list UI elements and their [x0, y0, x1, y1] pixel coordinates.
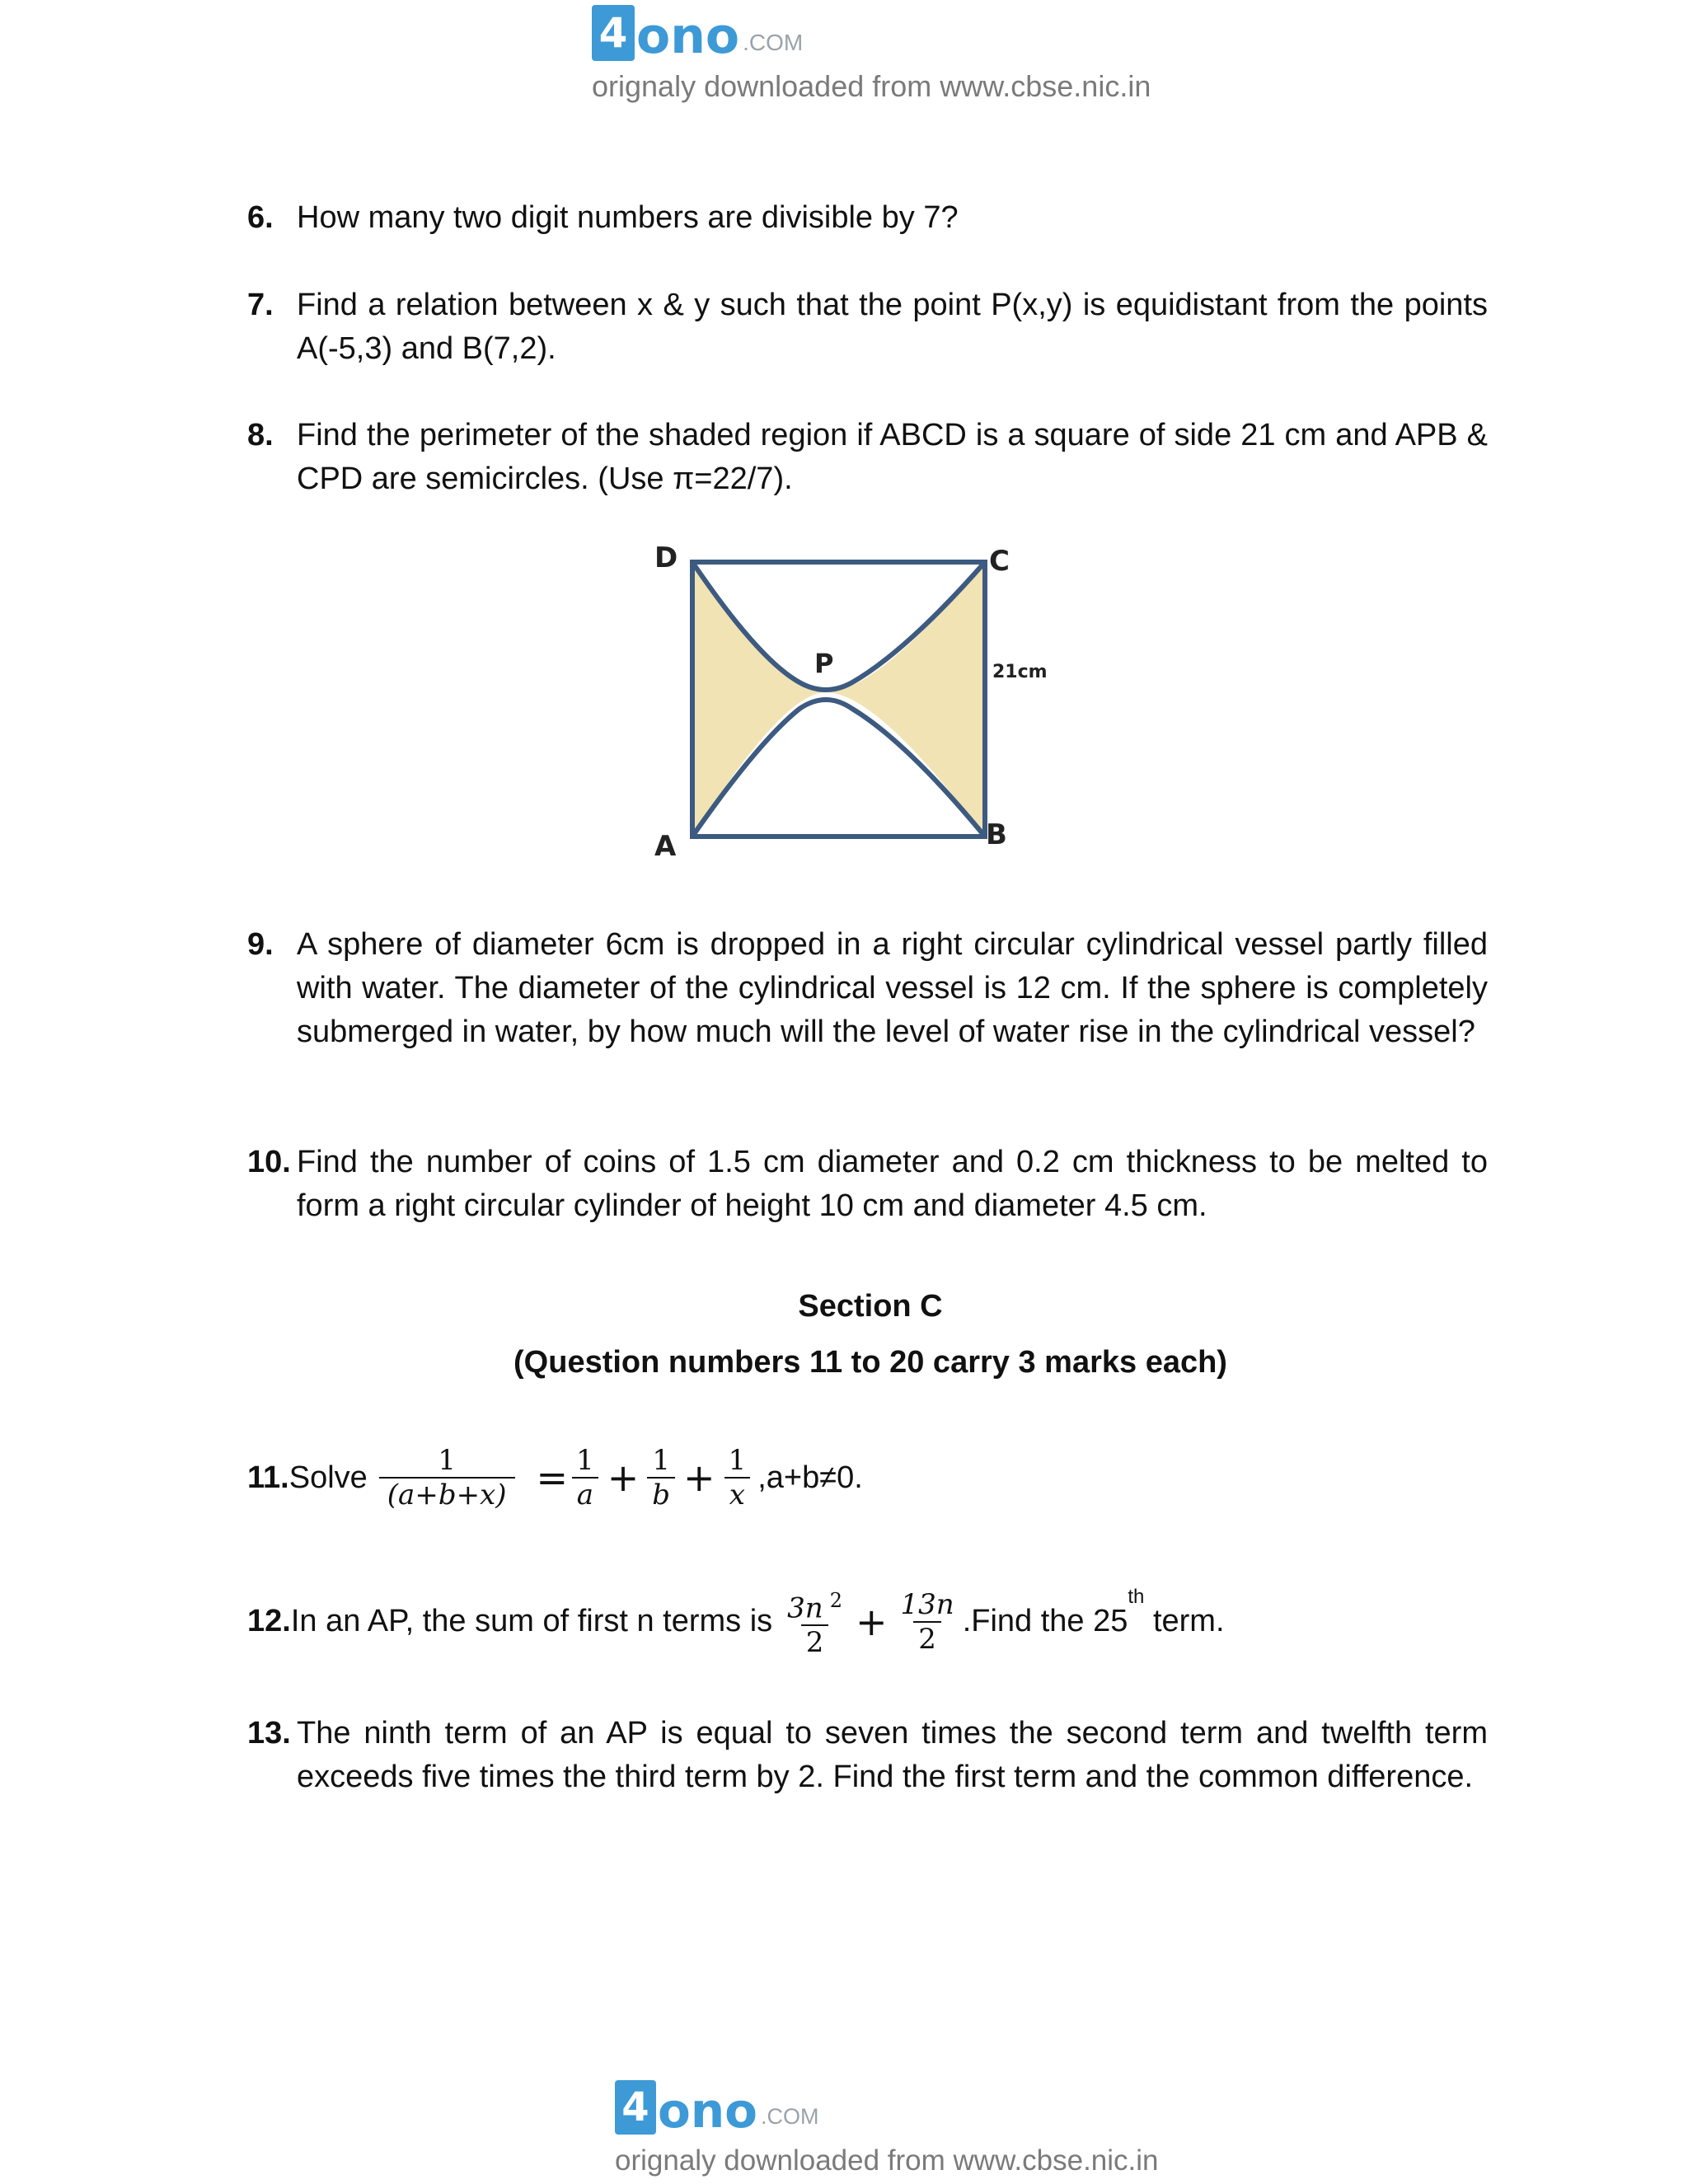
q11-lhs-num: 1 [438, 1444, 456, 1477]
q11-lhs-fraction [379, 1444, 515, 1511]
q11-lhs-den: (a+b+x) [379, 1477, 515, 1511]
logo-box: 4 [592, 5, 635, 61]
q12-mid: .Find the 25 [962, 1604, 1128, 1639]
q12-post: term. [1144, 1604, 1225, 1639]
question-10 [247, 1141, 1488, 1228]
question-number: 12. [247, 1604, 291, 1639]
q11-f3-num: 1 [728, 1444, 747, 1477]
q12-sup: th [1128, 1586, 1145, 1608]
label-b: B [986, 818, 1007, 851]
q12-plus: + [855, 1599, 888, 1644]
q11-fraction-b [647, 1444, 675, 1511]
q12-pre: In an AP, the sum of first n terms is [290, 1604, 773, 1639]
q12-f1-num-base: 3n [787, 1591, 823, 1625]
shaded-region-left [692, 562, 826, 837]
question-number: 8. [247, 418, 274, 452]
label-d: D [654, 541, 678, 574]
question-number: 7. [247, 288, 274, 322]
shaded-region-right [826, 562, 985, 837]
logo-box: 4 [615, 2080, 656, 2135]
logo-com: .COM [760, 2104, 819, 2129]
section-title: Section C [798, 1289, 943, 1324]
footer-logo [615, 2080, 819, 2139]
q11-f2-den: b [647, 1477, 675, 1511]
q11-f1-num: 1 [576, 1444, 594, 1477]
q11-fraction-a [571, 1444, 599, 1511]
q11-plus-2: + [683, 1455, 715, 1500]
question-text: Find the number of coins of 1.5 cm diameter and 0.2 cm thickness to be melted to form a right circular cylinder of height 10 cm and diameter 4.5 cm. [297, 1145, 1488, 1223]
question-text: Find the perimeter of the shaded region if ABCD is a square of side 21 cm and APB & CPD are semicircles. (Use π=22/7). [297, 418, 1488, 496]
header-tagline: orignaly downloaded from www.cbse.nic.in [592, 69, 1151, 103]
question-13 [247, 1712, 1488, 1799]
q12-f1-num [782, 1584, 847, 1624]
q12-f2-num: 13n [900, 1587, 954, 1621]
section-subtitle: (Question numbers 11 to 20 carry 3 marks each) [513, 1345, 1227, 1380]
label-a: A [654, 830, 677, 863]
q11-condition: ,a+b≠0. [757, 1460, 863, 1495]
q12-f2-den: 2 [913, 1621, 941, 1656]
question-text: Find a relation between x & y such that the point P(x,y) is equidistant from the points A(-5,3) and B(7,2). [297, 288, 1488, 366]
logo-no: ono [636, 7, 740, 65]
question-number: 11. [247, 1460, 289, 1495]
q11-fraction-x [724, 1444, 752, 1511]
question-8 [247, 414, 1488, 501]
question-9 [247, 923, 1488, 1054]
q11-plus-1: + [607, 1455, 640, 1500]
q11-f3-den: x [724, 1477, 750, 1511]
q12-fraction-2 [896, 1588, 959, 1656]
question-number: 6. [247, 200, 274, 235]
label-p: P [814, 648, 834, 679]
q11-f2-num: 1 [652, 1444, 670, 1477]
q11-word: Solve [288, 1460, 368, 1495]
square-figure [643, 536, 1071, 874]
q12-f1-exp: 2 [829, 1589, 842, 1612]
question-6 [247, 196, 1488, 240]
question-7 [247, 284, 1488, 371]
q11-f1-den: a [572, 1477, 598, 1511]
question-text: How many two digit numbers are divisible by 7? [297, 200, 959, 235]
question-number: 13. [247, 1716, 291, 1750]
logo-com: .COM [743, 30, 804, 55]
question-text: A sphere of diameter 6cm is dropped in a right circular cylindrical vessel partly filled with water. The diameter of the cylindrical vessel is 12 cm. If the sphere is completely submerged in water, by how much will the level of water rise in the cylindrical vessel? [297, 927, 1488, 1049]
q12-fraction-1 [782, 1584, 847, 1659]
header-logo [592, 5, 804, 65]
question-12 [247, 1584, 1225, 1659]
q11-equals: = [536, 1455, 569, 1500]
question-11 [247, 1444, 863, 1511]
q12-f1-den: 2 [801, 1624, 829, 1659]
footer-tagline: orignaly downloaded from www.cbse.nic.in [615, 2144, 1159, 2177]
question-text: The ninth term of an AP is equal to seven times the second term and twelfth term exceeds five times the third term by 2. Find the first term and the common difference. [297, 1716, 1488, 1794]
label-c: C [989, 545, 1010, 578]
side-label: 21cm [992, 662, 1048, 682]
question-number: 9. [247, 927, 274, 962]
question-number: 10. [247, 1145, 291, 1179]
logo-no: ono [658, 2083, 757, 2139]
